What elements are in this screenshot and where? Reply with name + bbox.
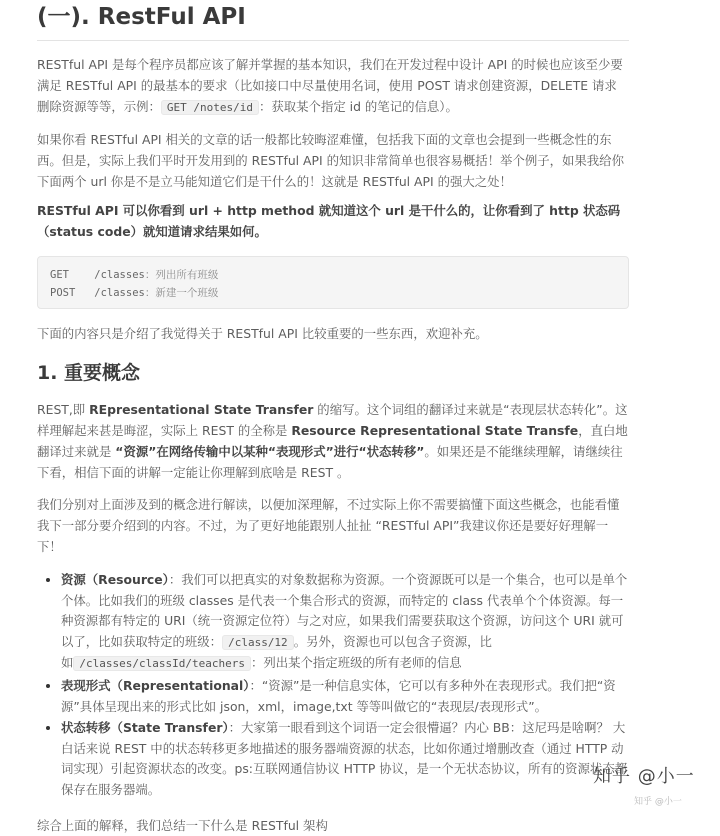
paragraph: 综合上面的解释，我们总结一下什么是 RESTful 架构 bbox=[37, 817, 328, 833]
code-line: GET /classes：列出所有班级 bbox=[50, 269, 219, 281]
intro-paragraph bbox=[37, 54, 629, 118]
list-item: • 状态转移（State Transfer）：大家第一眼看到这个词语一定会很懵逼？内心 BB：这尼玛是啥啊？ 大白话来说 REST 中的状态转移更多地描述的服务器端资源的状态，比如你通过增删改查（通过 HTTP 动词实现）引起资源状态的改变。ps:互联网通信协议 HTTP 协议，是一个无状态协议，所有的资源状态都保存在服务器端。 bbox=[61, 718, 629, 800]
list-item: • 表现形式（Representational）：“资源”是一种信息实体，它可以有多种外在表现形式。我们把“资源”具体呈现出来的形式比如 json，xml，image,txt 等等叫做它的“表现层/表现形式”。 bbox=[61, 676, 629, 717]
article bbox=[37, 0, 629, 836]
paragraph: 下面的内容只是介绍了我觉得关于 RESTful API 比较重要的一些东西，欢迎补充。 bbox=[37, 326, 488, 341]
intro-text-end: ：获取某个指定 id 的笔记的信息）。 bbox=[259, 99, 458, 114]
intro-text: RESTful API 是每个程序员都应该了解并掌握的基本知识，我们在开发过程中设计 API 的时候也应该至少要满足 RESTful API 的最基本的要求（比如接口中尽量使用名词，使用 POST 请求创建资源，DELETE 请求删除资源等等，示例： bbox=[37, 57, 623, 114]
paragraph: 如果你看 RESTful API 相关的文章的话一般都比较晦涩难懂，包括我下面的文章也会提到一些概念性的东西。但是，实际上我们平时开发用到的 RESTful API 的知识非常简单也很容易概括！举个例子，如果我给你下面两个 url 你是不是立马能知道它们是干什么的！这就是 RESTful API 的强大之处！ bbox=[37, 132, 624, 189]
list-item: • 资源（Resource）：我们可以把真实的对象数据称为资源。一个资源既可以是一个集合，也可以是单个个体。比如我们的班级 classes 是代表一个集合形式的资源，而特定的 class 代表单个个体资源。每一种资源都有特定的 URI（统一资源定位符）与之对应，如果我们需要获取这个资源，访问这个 URI 就可以了，比如获取特定的班级： /class/12 。另外，资源也可以包含子资源，比如 /classes/classId/teachers ：列出某个指定班级的所有老师的信息 bbox=[61, 570, 629, 675]
page-title: (一). RestFul API bbox=[37, 2, 629, 41]
code-block bbox=[37, 256, 629, 309]
concept-list bbox=[37, 570, 629, 801]
paragraph: 我们分别对上面涉及到的概念进行解读，以便加深理解，不过实际上你不需要搞懂下面这些概念，也能看懂我下一部分要介绍到的内容。不过，为了更好地能跟别人扯扯 “RESTful API”我建议你还是要好好理解一下！ bbox=[37, 497, 620, 554]
inline-code: GET /notes/id bbox=[161, 100, 259, 115]
watermark: 知乎 @小一 bbox=[593, 766, 695, 787]
code-line: POST /classes：新建一个班级 bbox=[50, 287, 219, 299]
inline-code: /class/12 bbox=[222, 635, 294, 650]
bold-paragraph: RESTful API 可以你看到 url + http method 就知道这个 url 是干什么的，让你看到了 http 状态码（status code）就知道请求结果如何。 bbox=[37, 203, 621, 239]
inline-code: /classes/classId/teachers bbox=[73, 656, 251, 671]
section-title: 1. 重要概念 bbox=[37, 362, 141, 384]
rest-definition-paragraph: REST,即 REpresentational State Transfer 的缩写。这个词组的翻译过来就是“表现层状态转化”。这样理解起来甚是晦涩，实际上 REST 的全称是 Resource Representational State Transfe，直白地翻译过来就是 “资源”在网络传输中以某种“表现形式”进行“状态转移”。如果还是不能继续理解，请继续往下看，相信下面的讲解一定能让你理解到底啥是 REST 。 bbox=[37, 402, 628, 480]
watermark-faint: 知乎 @小一 bbox=[634, 797, 682, 807]
